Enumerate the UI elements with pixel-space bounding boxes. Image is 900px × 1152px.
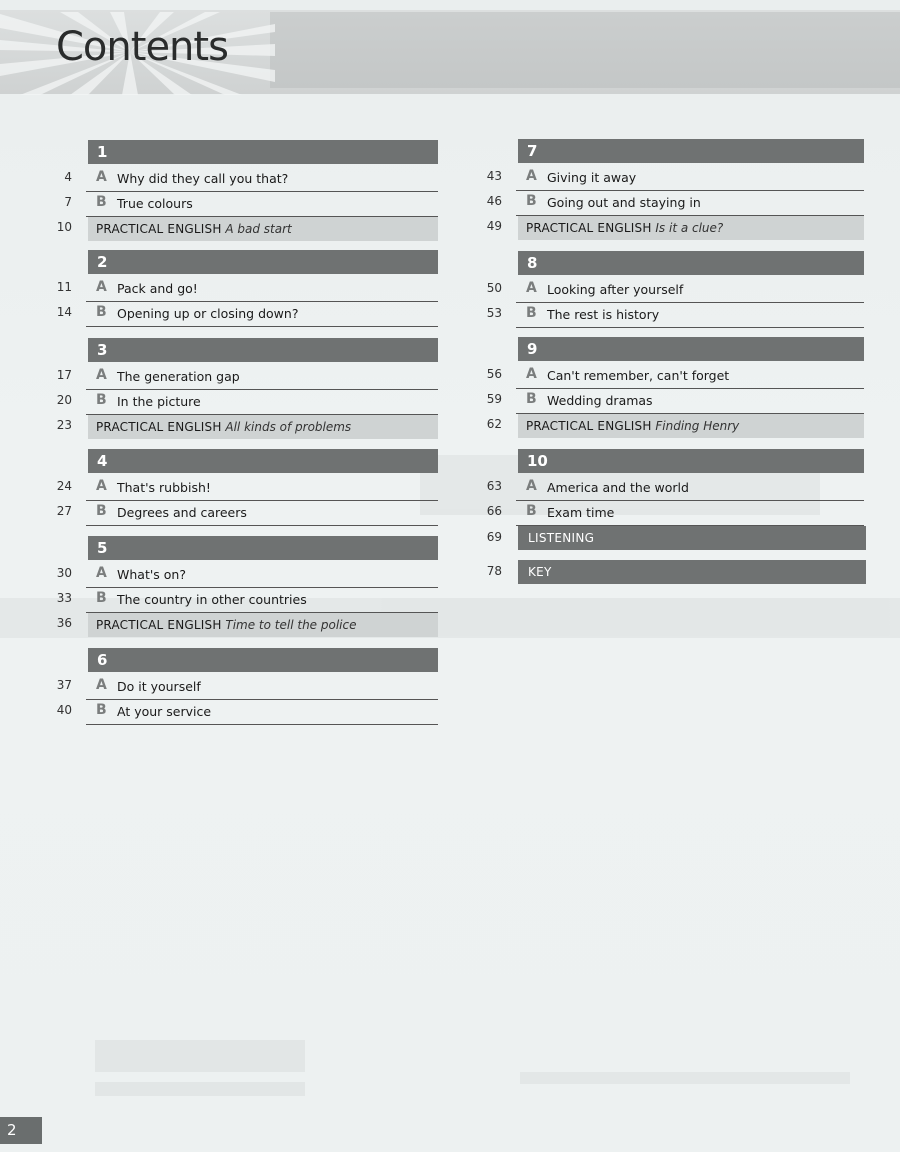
practical-english-row[interactable] <box>88 415 438 439</box>
lesson-letter: A <box>96 279 107 295</box>
lesson-title: Looking after yourself <box>547 282 684 297</box>
page-ref: 37 <box>56 678 72 692</box>
lesson-row[interactable] <box>86 700 438 725</box>
lesson-letter: A <box>96 169 107 185</box>
lesson-title: America and the world <box>547 480 689 495</box>
lesson-letter: B <box>96 702 107 718</box>
lesson-letter: B <box>96 503 107 519</box>
practical-english-subtitle: All kinds of problems <box>225 420 352 434</box>
lesson-title: Can't remember, can't forget <box>547 368 730 383</box>
lesson-row[interactable] <box>86 476 438 501</box>
page-ref: 24 <box>56 479 72 493</box>
page-ref: 46 <box>486 194 502 208</box>
lesson-row[interactable] <box>516 476 864 501</box>
practical-english-row[interactable] <box>518 216 864 240</box>
lesson-title: Giving it away <box>547 170 637 185</box>
practical-english-label: PRACTICAL ENGLISH <box>96 222 222 236</box>
practical-english-subtitle: Is it a clue? <box>655 221 724 235</box>
practical-english-row[interactable] <box>88 613 438 637</box>
page-ref: 63 <box>486 479 502 493</box>
lesson-row[interactable] <box>86 277 438 302</box>
lesson-letter: A <box>526 280 537 296</box>
practical-english-subtitle: Finding Henry <box>655 419 740 433</box>
lesson-row[interactable] <box>86 563 438 588</box>
page-ref: 7 <box>64 195 72 209</box>
unit-header: 9 <box>518 337 864 361</box>
lesson-title: Opening up or closing down? <box>117 306 299 321</box>
section-listening-bar[interactable]: LISTENING <box>518 526 866 550</box>
lesson-title: Pack and go! <box>117 281 198 296</box>
page-ref: 43 <box>486 169 502 183</box>
practical-english-row[interactable] <box>88 217 438 241</box>
lesson-title: At your service <box>117 704 212 719</box>
page-ref: 33 <box>56 591 72 605</box>
page-ref: 49 <box>486 219 502 233</box>
page-ref: 40 <box>56 703 72 717</box>
lesson-title: In the picture <box>117 394 201 409</box>
practical-english-subtitle: A bad start <box>225 222 292 236</box>
lesson-row[interactable] <box>516 278 864 303</box>
lesson-row[interactable] <box>516 389 864 414</box>
lesson-letter: A <box>96 565 107 581</box>
page-ref: 53 <box>486 306 502 320</box>
lesson-row[interactable] <box>516 303 864 328</box>
lesson-title: What's on? <box>117 567 186 582</box>
unit-header: 8 <box>518 251 864 275</box>
practical-english-subtitle: Time to tell the police <box>225 618 357 632</box>
lesson-title: True colours <box>117 196 193 211</box>
lesson-letter: A <box>526 168 537 184</box>
lesson-row[interactable] <box>86 167 438 192</box>
lesson-letter: A <box>526 478 537 494</box>
practical-english-row[interactable] <box>518 414 864 438</box>
unit-header: 4 <box>88 449 438 473</box>
unit-header: 1 <box>88 140 438 164</box>
lesson-letter: B <box>526 391 537 407</box>
section-key-bar[interactable]: KEY <box>518 560 866 584</box>
page-number: 2 <box>0 1117 42 1144</box>
lesson-title: That's rubbish! <box>117 480 211 495</box>
lesson-row[interactable] <box>86 192 438 217</box>
unit-header: 5 <box>88 536 438 560</box>
page-ref: 14 <box>56 305 72 319</box>
lesson-row[interactable] <box>86 588 438 613</box>
lesson-row[interactable] <box>516 501 864 526</box>
page-ref: 66 <box>486 504 502 518</box>
lesson-row[interactable] <box>86 302 438 327</box>
lesson-title: Exam time <box>547 505 615 520</box>
page-ref: 10 <box>56 220 72 234</box>
page-ref: 23 <box>56 418 72 432</box>
page-ref: 69 <box>486 530 502 544</box>
page-ref: 56 <box>486 367 502 381</box>
lesson-row[interactable] <box>86 390 438 415</box>
page-ref: 50 <box>486 281 502 295</box>
lesson-letter: B <box>96 392 107 408</box>
lesson-title: Wedding dramas <box>547 393 653 408</box>
page-ref: 27 <box>56 504 72 518</box>
lesson-title: The rest is history <box>547 307 660 322</box>
page-ref: 78 <box>486 564 502 578</box>
lesson-letter: B <box>96 590 107 606</box>
lesson-letter: A <box>96 367 107 383</box>
page-ref: 4 <box>64 170 72 184</box>
lesson-letter: B <box>526 503 537 519</box>
lesson-letter: B <box>96 304 107 320</box>
lesson-row[interactable] <box>516 166 864 191</box>
unit-header: 10 <box>518 449 864 473</box>
page-ref: 62 <box>486 417 502 431</box>
lesson-row[interactable] <box>516 191 864 216</box>
lesson-letter: A <box>96 677 107 693</box>
lesson-title: Why did they call you that? <box>117 171 289 186</box>
lesson-row[interactable] <box>86 675 438 700</box>
practical-english-label: PRACTICAL ENGLISH <box>526 221 652 235</box>
lesson-row[interactable] <box>516 364 864 389</box>
unit-header: 3 <box>88 338 438 362</box>
unit-header: 6 <box>88 648 438 672</box>
page-ref: 17 <box>56 368 72 382</box>
lesson-letter: A <box>526 366 537 382</box>
page-ref: 11 <box>56 280 72 294</box>
lesson-letter: A <box>96 478 107 494</box>
lesson-letter: B <box>526 305 537 321</box>
page-ref: 20 <box>56 393 72 407</box>
lesson-letter: B <box>96 194 107 210</box>
lesson-title: Do it yourself <box>117 679 201 694</box>
practical-english-label: PRACTICAL ENGLISH <box>96 420 222 434</box>
lesson-title: Going out and staying in <box>547 195 701 210</box>
lesson-row[interactable] <box>86 501 438 526</box>
lesson-title: Degrees and careers <box>117 505 247 520</box>
unit-header: 2 <box>88 250 438 274</box>
page-ref: 59 <box>486 392 502 406</box>
lesson-row[interactable] <box>86 365 438 390</box>
page-ref: 30 <box>56 566 72 580</box>
page-title: Contents <box>56 24 228 70</box>
lesson-title: The generation gap <box>117 369 240 384</box>
unit-header: 7 <box>518 139 864 163</box>
practical-english-label: PRACTICAL ENGLISH <box>96 618 222 632</box>
practical-english-label: PRACTICAL ENGLISH <box>526 419 652 433</box>
lesson-title: The country in other countries <box>117 592 307 607</box>
page-ref: 36 <box>56 616 72 630</box>
lesson-letter: B <box>526 193 537 209</box>
